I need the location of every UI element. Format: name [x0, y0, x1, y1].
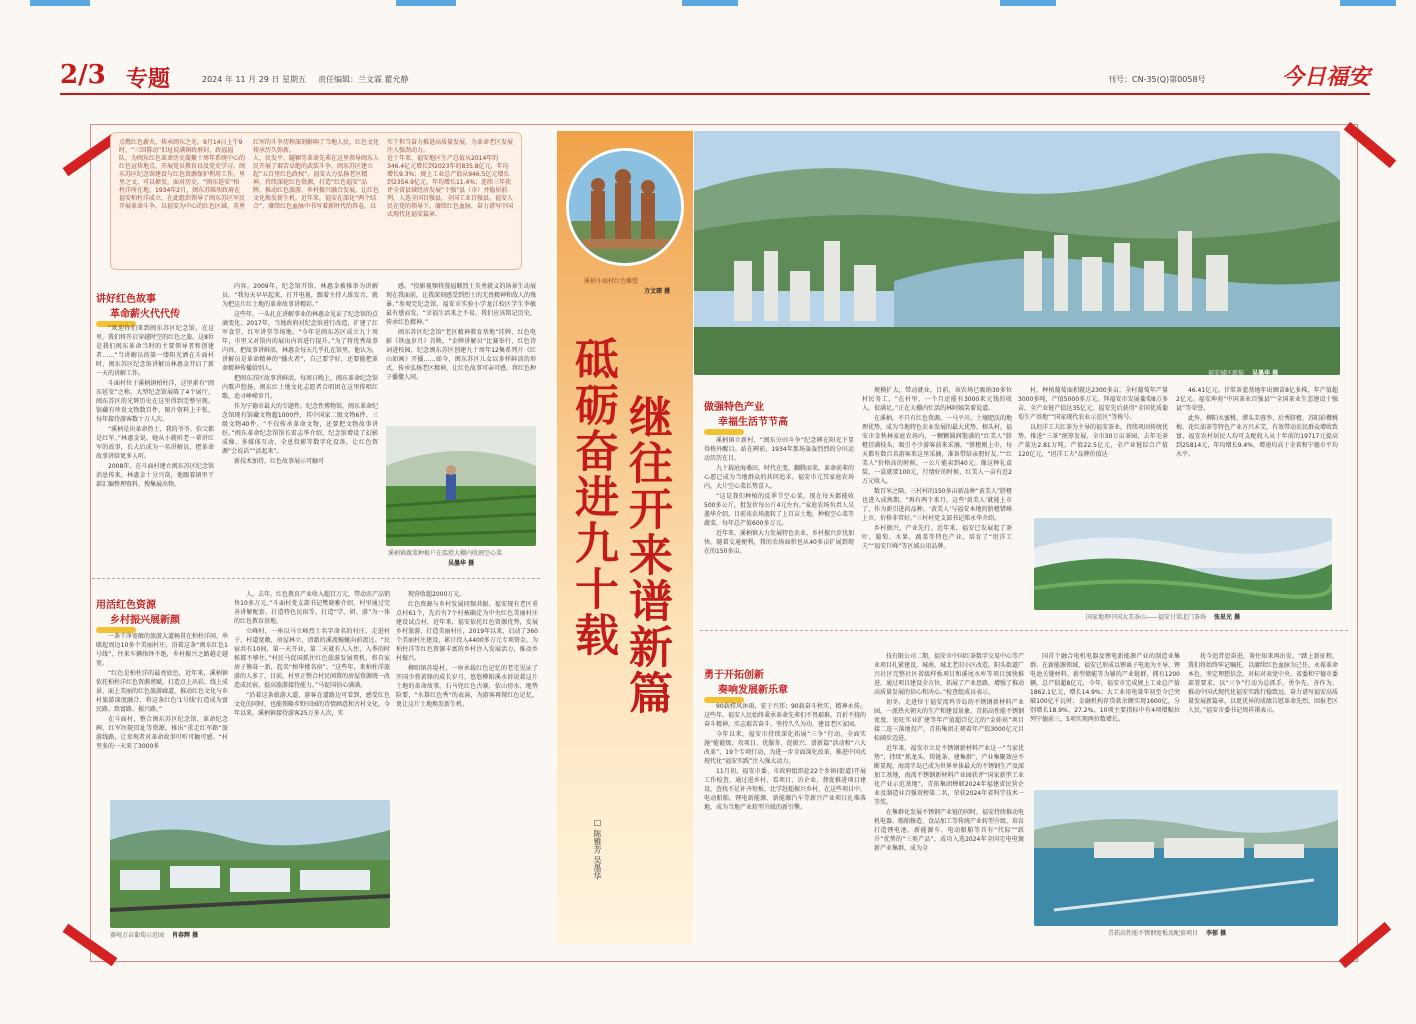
top-color-mark — [1000, 0, 1056, 6]
credit-text: 吴墨华 摄 — [448, 560, 475, 567]
section-heading-line1: 做强特色产业 — [704, 402, 764, 413]
page-header — [60, 58, 1370, 98]
section-heading-1 — [96, 290, 206, 320]
paragraph: 作为宁德市最大的专题性、纪念性博物馆，闽东革命纪念馆现有馆藏文物超1000件，其中国家二级文物6件、三级文物40件。“不仅传承革命文物，还要把文物故事讲好。”闽东革命纪念馆馆长雷志华介绍，纪念馆增设了幻影成像、多媒体互动、全息投影等数字化设备，让红色资源“会说话”“活起来”。 — [222, 403, 378, 455]
paragraph: 2008年，在斗面村建立闽东苏区纪念馆消息传来，林惠金十分兴奋，他跟着镇里干部汇编整理资料，搜集展出物。 — [96, 463, 214, 488]
paragraph: 初冬，走进位于福安湾鸡爷岛的不锈钢新材料产业园，一派热火朝天的生产和建设景象。青拓高性能不锈钢宽度、宏旺实业扩建等年产值超百亿元的“金娃娃”项目接二连三落地投产，青拓集团正朝着年产值3000亿元目标阔步迈进。 — [874, 699, 1024, 742]
photo-caption — [110, 930, 198, 939]
caption-text: 国家地理中国大美茶山——福安甘棠北门茶场 — [1086, 614, 1207, 621]
photo-grape-orchard — [110, 800, 390, 928]
paragraph: 闽东苏区纪念馆“老区精神教育基地”挂牌，红色电影《铁血岁月》首映，“金牌讲解员”比赛举行，红色诗词进校园，纪念闽东苏区创建九十周年12集系列片《红山如画》开播……如今，闽东苏区儿女以多样鲜活的形式，传承弘扬老区精神，让红色故事可亲可感，将红色种子播撒人间。 — [386, 329, 536, 381]
photo-caption — [1086, 612, 1240, 621]
issue-number: 刊号：CN-35(Q)第0058号 — [1108, 75, 1206, 84]
photo-caption — [388, 548, 502, 557]
article-column — [704, 702, 866, 940]
circle-photo-credit — [636, 286, 670, 295]
paragraph: “欢迎你们来到闽东苏区纪念馆，在这里，我们将开启穿越时空的红色之旅。这8位是我们闽东革命当时的主要领导者和创建者……”当讲解员的第一缕阳光洒在斗面村时，闽东苏区纪念馆讲解员林惠金开启了新一天的讲解工作。 — [96, 325, 214, 377]
heading-accent-bar — [704, 429, 744, 435]
section-divider — [700, 630, 1348, 631]
photo-credit — [440, 558, 474, 567]
credit-text: 肖春辉 摄 — [172, 932, 199, 939]
intro-text-3: 近十年来，福安地区生产总值从2014年的346.4亿元增长到2023年的835.8亿元，年均增长9.3%；规上工业总产值从946.5亿元增长到2354.9亿元，年均增长11.4%；连续三年获评全省县域经济发展“十强”县（市）并稳居前列，人选全国百强县，全国工业百强县。福安人民在党的领导下，赓续红色血脉，奋力谱写中国式现代化福安篇章。 — [387, 155, 514, 218]
intro-text-2: 人、民发平、隧颖等革命先辈在这里领导闽东人民开展了艰苦卓绝的武装斗争，闽东苏区建立起“五百里红色政权”。福安大力弘扬老区精神，持续深挖红色资源，打造“红色福安”品牌，推动红色旅游、乡村振兴融合发展，让红色文化焕发新生机。近年来，福安在深化“两个结合”、赓续红色血脉中书写着新时代的答卷，以实干担当奋力推进高质量发展，为革命老区发展注入强劲动力。 — [253, 139, 514, 210]
header-rule — [60, 93, 1370, 95]
issue-date: 2024 年 11 月 29 日 星期五 — [202, 75, 306, 84]
paragraph: 抚今追昔思奋进，鉴往知来再出发。“踏上新征程，我们将始终牢记嘱托，以赓续红色血脉为己任，永葆革命本色，坚定理想信念，对标对表党中央、省委和宁德市委部署要求，以“三争”行动为总抓手，勇争先、善作为，推动中国式现代化福安实践行稳致远，奋力谱写福安高质量发展新篇章，以更优异的成绩告慰革命先烈，回报老区人民。”福安市委书记周祥祺表示。 — [1188, 653, 1338, 714]
article-column — [1018, 386, 1168, 516]
caption-text: 溪柄镇蔬菜种植户在温控大棚内收割空心菜 — [388, 550, 503, 557]
photo-steel-project — [1034, 790, 1338, 926]
photo-red-sculpture — [566, 148, 684, 266]
section-heading-line2: 奏响发展新乐章 — [718, 685, 788, 696]
section-divider — [92, 578, 540, 579]
paragraph: “这是我们种植的反季节空心菜，现在每天都能收500多公斤，批发价每公斤4元左右。”家庭农场负责人吴墨华介绍，目前该农场流转了上百亩土地，种植空心菜等蔬菜，每年总产值600多万元。 — [704, 493, 854, 527]
paragraph: 九十载沧海桑田，时代在变，翻腾而来，革命前辈的心愿已成为当地群众的共同追求。福安市元冥家庭农场内，大片空心菜长势喜人。 — [704, 465, 854, 490]
paragraph: 感。“投影视频将漫福顺烈士英勇就义的场景生动展现在我面前，让我深刻感受到烈士的无畏精神和敌人的残暴。”参观完纪念馆，福安市实验小学龙江校区学生李敏最有感而发，“幸福生活来之不易，我们应该铭记历史，传承红色精神。” — [386, 283, 536, 326]
section-heading-line1: 勇于开拓创新 — [704, 670, 764, 681]
paragraph: 溪柄镇立新村，“闽东分田斗争”纪念碑在阳光下显得格外醒目。站在碑前，1934年那场轰轰烈烈的分田运动历历在目。 — [704, 437, 854, 462]
caption-text: 溪柄斗面村红色雕塑 — [584, 278, 639, 285]
credit-text: 吴墨华 摄 — [1252, 370, 1279, 377]
top-color-mark — [1340, 0, 1396, 6]
section-title: 专题 — [126, 67, 171, 92]
section-heading-2 — [96, 596, 206, 626]
paragraph: 在集群化发展不锈钢产业链的同时，福安持续推动电机电器、船舶修造、食品加工等传统产业转型升级，培育打造锂电池、新能源车、电动船舶等具有“代际”“跃升”优势的“三类产品”，成功入选2024年全国宅电电镀新产业集群，成为全 — [874, 809, 1024, 852]
credit-text: 李郁 摄 — [1206, 930, 1227, 937]
article-column — [1188, 652, 1338, 788]
article-column — [96, 632, 228, 792]
article-column — [1030, 652, 1180, 788]
paragraph: 数百米之隔，三村村的150多亩新品种“黄美人”脐橙也进入成熟期。“再有两个来月，这些‘黄美人’就能上市了，作为新引进的品种，‘黄美人’与福安本地的脐橙错峰上市，价格非常好。”三村村党支部书记郑永华介绍。 — [862, 488, 1012, 522]
photo-caption — [1108, 928, 1226, 937]
editors: 责任编辑：兰文霖 瞿允静 — [318, 75, 409, 84]
section-heading-3 — [704, 398, 814, 428]
article-column — [1176, 386, 1338, 516]
caption-text: 赛岐万亩葡萄示范园 — [110, 932, 165, 939]
paragraph: 在斗面村，整合闽东苏区纪念馆、革命纪念碑、红军医院旧址等资源，推出“重走红军路”旅游线路，让参观者对革命故事可听可触可感。“村里多的一天来了3000多 — [96, 716, 228, 750]
article-column — [862, 386, 1012, 626]
page-number: 2/3 — [60, 60, 106, 90]
photo-fuan-city-view — [694, 131, 1340, 375]
top-color-mark — [396, 0, 456, 6]
paragraph: 现营收超2000万元。 — [408, 591, 466, 598]
credit-text: 张星光 摄 — [1214, 614, 1241, 621]
paragraph: 此外，柳阳水蜜桃、潭头芙蓉李、后秀脐橙、苏阳彩樱桃梅，花红油茶等特色产业方兴未艾，有效带动农民群众增收致富，福安农村居民人均可支配收入从十年前的19717元提高到25814元，年均增长9.4%，增速均高于全省和宁德市平均水平。 — [1176, 415, 1338, 458]
top-color-mark — [682, 0, 738, 6]
section-heading-line1: 用活红色资源 — [96, 600, 156, 611]
article-column — [96, 324, 214, 570]
article-column — [234, 590, 390, 792]
main-headline-right: 继往开来谱新篇 — [621, 394, 672, 716]
paragraph: 把闽东苏区故事讲鲜活，每周日晚上，闽东革命纪念馆内歌声悠扬，闽东红土地文化志愿者合唱团在这里传唱红歌，追寻峥嵘岁月。 — [222, 375, 378, 400]
caption-text: 青拓高性能不锈钢宽板及配套项目 — [1108, 930, 1199, 937]
paragraph: 11月初，福安市委、市政府组织赴22个乡镇(街道)开展工作检查，通过进乡村、看项目、访企业、督促推进项目建设，查找不足补齐短板，比学赶超振兴乡村，在这些项目中，电动船舶、锂电新能源、新能源汽车等新兴产业项目扎堆落地，成为当地产业转型升级的新引擎。 — [704, 768, 866, 811]
section-heading-line2: 革命薪火代代传 — [110, 309, 180, 320]
paragraph: 今年以来，福安市持续深化拓展“三争”行动，全面实施“能能级、攻项目、优服务、促振兴、谱新篇”活动和“六大改革”，19个专项行动，为进一步全面深化改革，推进中国式现代化“福安实践”注入强大动力。 — [704, 731, 866, 765]
section-heading-line1: 讲好红色故事 — [96, 294, 156, 305]
paragraph: 规模扩大，带动就业。目前，该农场已吸纳30多位村民务工，“在村里，一个月还能有3000来元钱的收入，很满足。”正在大棚内忙活的林阿姨笑着说道。 — [862, 387, 1012, 412]
paragraph: 新技术加持，红色故事展示可触可 — [234, 458, 325, 465]
section-heading-4 — [704, 666, 814, 696]
paragraph: 立峰村，一座以马立峰烈士名字命名的村庄，走进村子，村道宽敞，房屋林立，清澈的溪流蜿蜒向前流过。“民宿共有10间，第一天开业，第二天就有人入住，入季的时候都不够住。”村民马促国抓住红色旅游发展契机，将自家房子修葺一新，起名“榕华楼名宿”。“这些年，来柏柱洋旅游的人多了，目前，村里正整合村民闲置的房屋资源统一改造成民宿，提高旅游接待能力。”马促国信心满满。 — [234, 628, 390, 689]
article-column — [222, 282, 378, 572]
paragraph: 斗面村位于溪柄镇柏柱洋，这里素有“闽东延安”之称。大型纪念馆展陈了4个展厅，闽东苏区的光辉历史在这里得到完整呈现。馆藏有珍贵文物数百件，图片资料上千张，每年接待游客数十万人次。 — [96, 380, 214, 423]
article-column — [874, 652, 1024, 940]
paragraph: “溪柄是块革命热土，我的爷爷、伯父都是红军。”林惠金说，她从小就听老一辈讲红军的故事，长大后成为一名讲解员，把革命故事讲给更多人听。 — [96, 426, 214, 460]
main-headline-left: 砥砺奋进九十载 — [567, 336, 618, 658]
newspaper-logo: 今日福安 — [1281, 64, 1370, 90]
credit-text: 方文琛 摄 — [644, 288, 671, 295]
paragraph: 在溪柄，不只有红色资源，一马平川、土壤肥沃的地理优势，成为当地特色农业发展的最大优势。榕头村，福安市金秋林家庭农场内，一颗颗圆润饱满的“红美人”脐橙挂满枝头，吸引不少游客前来采摘。“脐橙刚上市，每天都有数百名游客来这里采摘，准备带给亲朋好友。”“红美人”价格高的时候，一公斤能卖到40元。像这种礼盒装，一盒就要100元，行情好的时候，红美人一亩有近2万元收入。 — [862, 415, 1012, 485]
paragraph: 内容。2009年，纪念馆开馆，林惠金被推举为讲解员。“我每天早早起来，打开电视，跟着主持人练发音，就为把这片红土地的革命故事讲精彩。” — [222, 283, 378, 308]
article-author: □ 陈雅芳 吴墨华 — [593, 818, 602, 881]
section-heading-line2: 幸福生活节节高 — [718, 417, 788, 428]
article-column — [396, 590, 538, 940]
circle-photo-caption — [584, 276, 638, 285]
paragraph: 46.41亿元。甘棠茶蓝基地年出圃苗8亿多株，年产值超2亿元。福安坤苑“中国茶业百强县”“全国茶业生态建设十强县”等荣誉。 — [1176, 387, 1338, 412]
paragraph: 技有限公司二期，福安市中国红茶数字交易中心等产业项目扎紧建设，城南、城北老旧小区改造，阳头街道广兴社区完整社区省级样板项目和溪尾水库等项目加快推进，通过项目建设全方位，拓展了产业思路，增强了推动高质量发展的信心和决心。”检查组成员表示。 — [874, 653, 1024, 696]
paragraph: 国首个融合电机电器及锂电新能源产业的制造业集群。在新能源领域，福安已形成以锂离子电池为主导、锂电池关键材料、新型储能等为辅的产业链群，拥有1200辆，总产值超8亿元，今年，福安市完成规上工业总产值1862.1亿元，增长14.9%；大工业用电量年初至今已突破100亿千瓦时；金融机构存贷款余额实现1600亿，分别增长18.9%、27.2%。10项主要指标中有4项增幅位列宁德前三，5项实现两位数增长。 — [1030, 653, 1180, 723]
section-heading-line2: 乡村振兴展新颜 — [110, 615, 180, 626]
paragraph: 90载栉风沐雨，宏于兴邦；90载奋斗秋实，精神永传。这些年，福安人民始终秉承革命先辈们不畏艰难、百折不挠的奋斗精神，实志艰苦奋斗、坚持久久为功，建设老区家园。 — [704, 703, 866, 728]
paragraph: 人，去年，红色教育产业收入超百万元，带动农产品销售10多万元。”斗面村党支部书记樊晓雅介绍，村里通过完善讲解配套、打造特色民宿等，打造“学、研、游”为一体的红色教育基地。 — [234, 591, 390, 625]
article-column — [704, 436, 854, 626]
paragraph: 村，种植葡萄面积就达2300多亩，全村葡萄年产量3000多吨，产值5000多万元。拜福安市发展葡萄8万多亩，全产业链产值达35亿元，福安先后获得“全国优质葡萄生产基地”“国家现代农业示范区”等称号。 — [1018, 387, 1168, 421]
paragraph: “红色是柏柱洋的最亮底色，近年来，溪柄镇依托柏柱洋红色资源禀赋，打造点上出彩、线上成景、面上美丽的红色旅游廊道，推动红色文化与乡村旅游深度融合，将这条红色‘1号线’打造成为富民路、致富路、振兴路。” — [96, 670, 228, 713]
top-color-mark — [30, 0, 90, 6]
paragraph: 柳阳镇苏堤村，一座承载红色记忆的老宅见证了开国少将黄锋的成长岁月，悠悠柳阳溪水诉说着这片土地的革命故事。石马兜红色古寨，依山傍水，地势险要，“水幕红色秀”的表演，为游客再现红色记忆，更让这片土地焕发新生机。 — [396, 665, 538, 708]
paragraph: 红色资源与乡村发展同频共振。福安现有老区重点村61个，先后有7个村被确定为中央红色美丽村庄建设试点村，近年来，福安依托红色资源优势，发展乡村旅游，打造美丽村庄，2019年以来，启动了360个美丽村庄建设，累计投入4400多万元专项资金，为柏柱洋等红色资源丰富的乡村注入发展活力，推动乡村振兴。 — [396, 601, 538, 662]
paragraph: “沿着这条旅游大道，游客在道路边可看到，感受红色文化的同时，也能领略乡野田园的诗情画意和古村文化。今年以来，溪柄镇接待游客25万多人次，实 — [234, 692, 390, 717]
caption-text: 福安城区新貌 — [1208, 370, 1245, 377]
paragraph: 近年来，福安市立足不锈钢新材料产业这一“当家优势”，持续“抓龙头、铸链条、建集群”，产业集聚效应不断显现，海湾半岛已成为世界单体最大的不锈钢生产及深加工基地，海湾不锈钢新材料产业园获评“国家新型工业化产业示范基地”，青拓集团蝉联2024年福建省民营企业及制造业百强双榜第二名，荣获2024年省科学技术一等奖。 — [874, 745, 1024, 806]
photo-vegetable-greenhouse — [386, 426, 536, 546]
intro-text-1: 点燃红色薪火，传承闽东之光。9月14日上午9时，“三回幕动”旧址说满镇政府封，政福福队，为闽东红色革命历史凝聚十周年系统中心的红色宣传地点，开展党员教育以及党史学习，闽东苏区纪念馆建设与红色资源保护利用工作。里里之文，可以撩发，面对历史，“闽东延安”柏柱洋所在地，1934年2月，闽东苏维埃政府在福安柏柱洋成立，在此组织领导了闽东苏区军民开展革命斗争，以福安为中心的红色区域，英勇红军的斗争历程深刻影响了当地人民，红色文化传承历久弥新。 — [119, 139, 380, 210]
paragraph: 这些年，一头扎在讲解事业的林惠金见证了纪念馆的点滴变化。2017年，当地政府对纪念馆进行改造，扩建了红军食堂、红军讲堂等场地。“今年是闽东苏区成立九十周年，市里又对馆内的展出内容进行提升。”为了将优秀故事内容，把故事讲鲜活，林惠金每天几乎扎在馆里，他认为，讲解员是革命精神的“播火者”，自己要学好，还要能把革命精神传播给别人。 — [222, 311, 378, 372]
paragraph: 乡村振兴，产业先行。近年来，福安已发展起了茶叶、葡萄、水果、蔬菜等特色产业，培育了“坦洋工夫”“福安巨峰”等区域公用品牌。 — [862, 525, 1012, 550]
paragraph: 一条干净宽敞的旅游大道畅贯在柏柱洋间，串联起周边10多个美丽村庄，沿着这条“闽东红色1号线”，往来车辆络绎不绝，乡村振兴之路越走越宽。 — [96, 633, 228, 667]
photo-caption — [1208, 368, 1278, 377]
intro-box — [110, 132, 522, 270]
photo-tea-mountain — [1034, 518, 1332, 610]
article-column — [386, 282, 536, 422]
paragraph: 近年来，溪柄镇大力发展特色农业，乡村振兴步伐加快。随着交通便利，我的农场面积也从40多亩扩展到现在的150多亩。 — [704, 530, 854, 555]
paragraph: 以坦洋工夫红茶为主导的福安茶业，持续巩固传统优势，推进“三茶”统筹发展，全市30万亩茶园，去年毛茶产量达2.81万吨，产值22.5亿元，全产业链综合产值120亿元，“坦洋工夫”品牌价值达 — [1018, 424, 1168, 458]
